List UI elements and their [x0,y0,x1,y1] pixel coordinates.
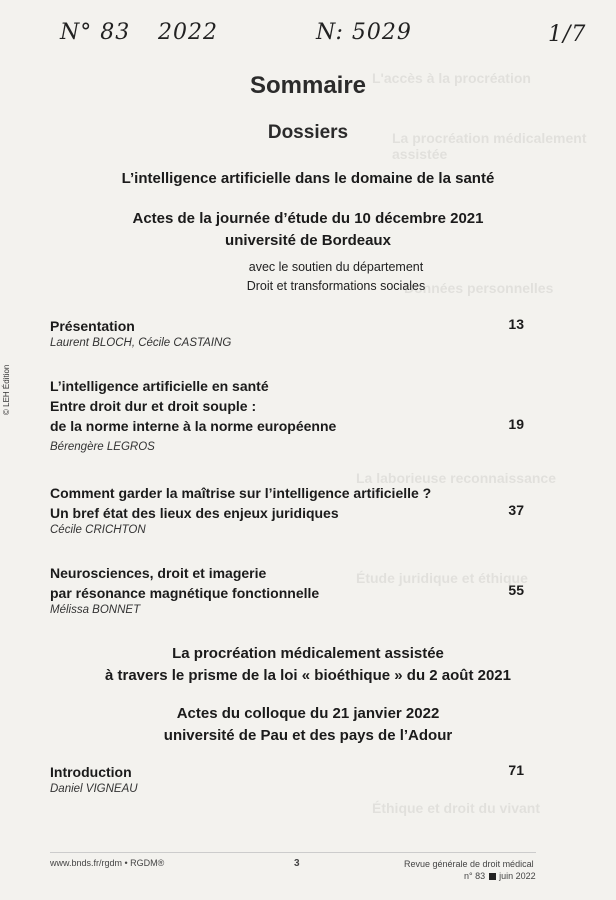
handwritten-reference: N: 5029 [316,20,412,45]
theme-title [0,643,616,687]
copyright-credit: © LEH Édition [2,364,11,415]
entry-title: Entre droit dur et droit souple : [50,398,257,414]
theme-line: La procréation médicalement assistée [172,645,444,662]
entry-title: Un bref état des lieux des enjeux juridiques [50,505,339,521]
support-line: Droit et transformations sociales [246,279,426,293]
footer-page-number: 3 [294,858,300,869]
section-title: Dossiers [267,122,349,143]
journal-issue [404,870,536,882]
bleed-through-text: Données personnelles [404,280,554,296]
theme-title: L’intelligence artificielle dans le domaine de la santé [121,170,495,187]
handwritten-fraction: 1/7 [548,22,587,47]
event-line: université de Pau et des pays de l’Adour [163,727,453,744]
entry-title: Comment garder la maîtrise sur l’intelligence artificielle ? [50,485,432,501]
bleed-through-text: L'accès à la procréation [372,70,531,86]
toc-entry[interactable] [50,376,520,453]
entry-page-number: 71 [508,762,524,778]
toc-entry[interactable] [50,316,520,349]
issue-number: n° 83 [464,871,486,881]
event-line: université de Bordeaux [225,232,391,249]
event-line: Actes du colloque du 21 janvier 2022 [176,705,440,722]
journal-name: Revue générale de droit médical [404,859,534,869]
entry-title: Introduction [50,764,132,780]
handwritten-year: 2022 [158,20,218,45]
support-note [28,258,616,296]
entry-page-number: 13 [508,316,524,332]
footer-journal [404,858,536,882]
entry-author: Daniel VIGNEAU [50,783,138,795]
entry-title: Neurosciences, droit et imagerie [50,565,267,581]
separator-square-icon [489,873,496,880]
entry-title: L’intelligence artificielle en santé [50,378,269,394]
entry-title: Présentation [50,318,135,334]
footer-divider [50,852,536,853]
entry-page-number: 19 [508,416,524,432]
issue-date: juin 2022 [499,871,536,881]
entry-author: Laurent BLOCH, Cécile CASTAING [50,337,232,349]
entry-title: par résonance magnétique fonctionnelle [50,585,320,601]
entry-title: de la norme interne à la norme européenne [50,418,337,434]
bleed-through-text: La laborieuse reconnaissance [356,470,556,486]
handwritten-issue-number: N° 83 [60,20,131,45]
event-title [0,703,616,747]
bleed-through-text: Étude juridique et éthique [356,570,528,586]
bleed-through-text: La procréation médicalement assistée [392,130,587,162]
toc-entry[interactable] [50,762,520,795]
theme-line: à travers le prisme de la loi « bioéthique » du 2 août 2021 [105,667,511,684]
entry-page-number: 55 [508,582,524,598]
toc-entry[interactable] [50,483,530,536]
entry-page-number: 37 [508,502,524,518]
entry-author: Mélissa BONNET [50,604,141,616]
bleed-through-text: Éthique et droit du vivant [372,800,541,816]
entry-author: Bérengère LEGROS [50,441,155,453]
toc-entry[interactable] [50,563,520,616]
event-line: Actes de la journée d’étude du 10 décembre 2021 [132,210,484,227]
page-title: Sommaire [249,72,367,99]
support-line: avec le soutien du département [248,260,424,274]
footer-website[interactable]: www.bnds.fr/rgdm • RGDM® [50,858,165,868]
entry-author: Cécile CRICHTON [50,524,146,536]
event-title [0,208,616,252]
